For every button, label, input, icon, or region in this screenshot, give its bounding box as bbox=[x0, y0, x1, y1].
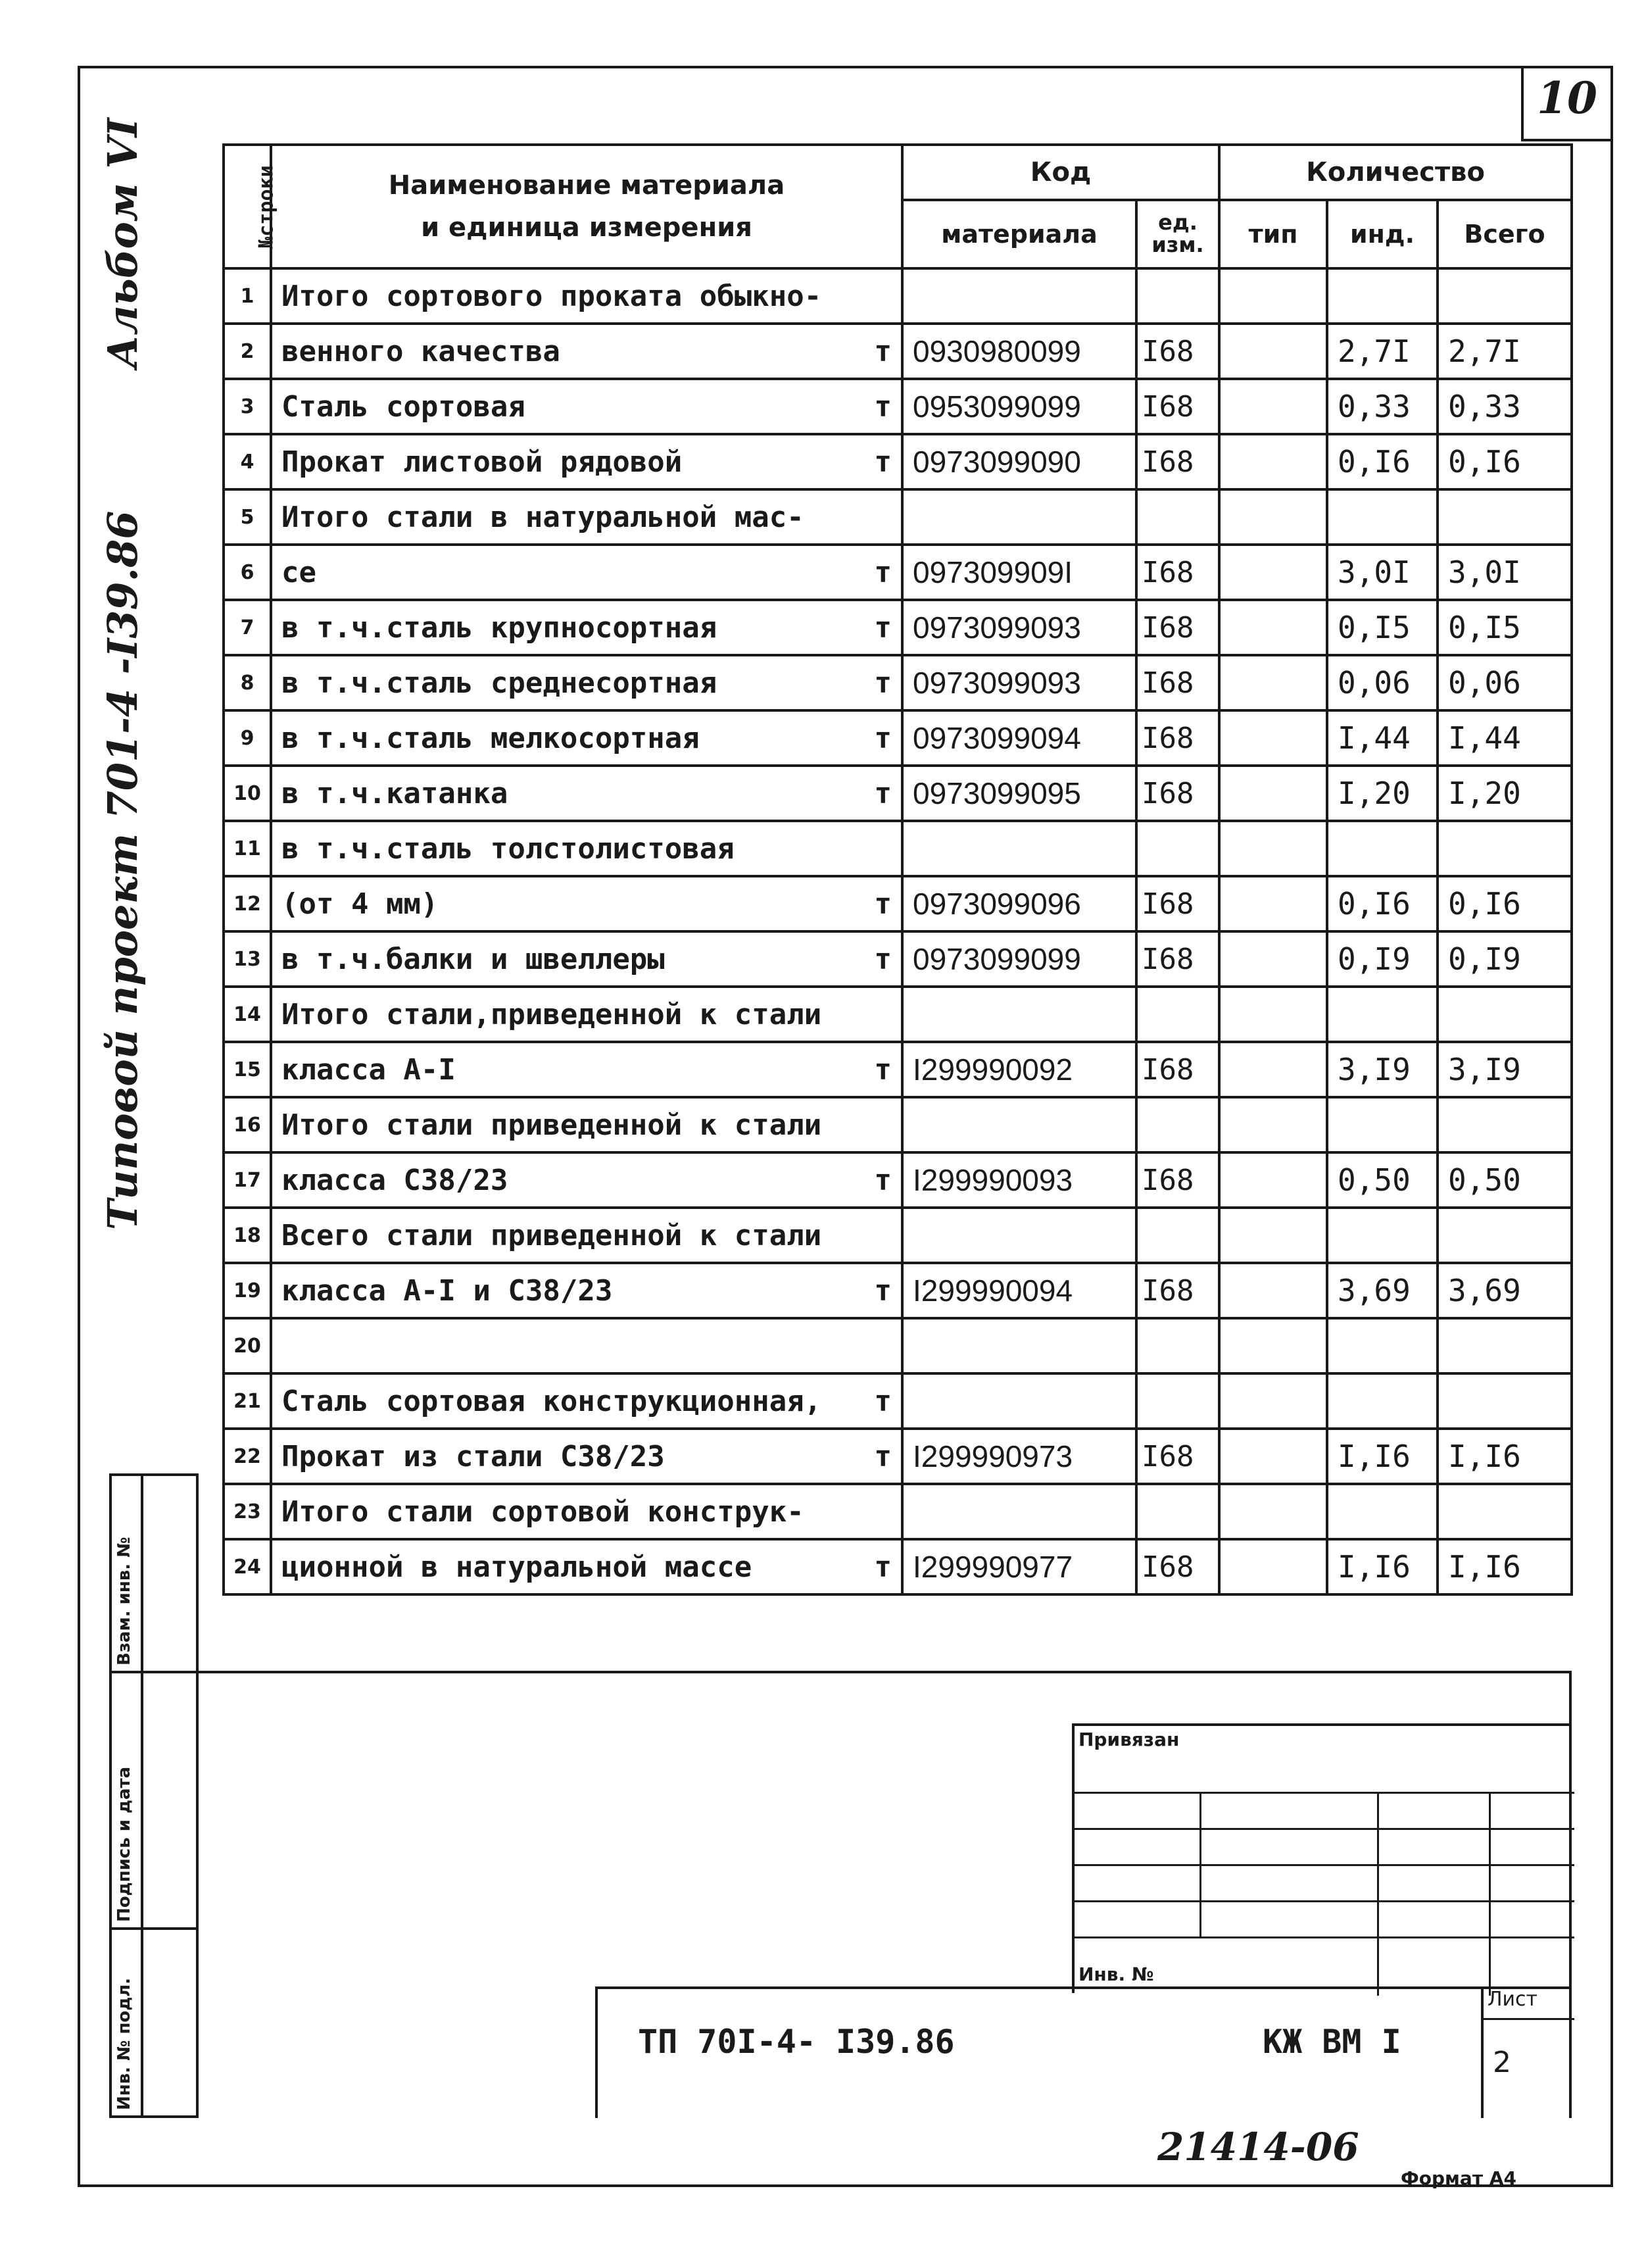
unit-code: I68 bbox=[1136, 1042, 1219, 1097]
material-name-cell bbox=[271, 324, 902, 379]
unit-symbol: т bbox=[874, 1273, 892, 1308]
material-name: класса С38/23 bbox=[281, 1163, 508, 1197]
row-number: 8 bbox=[224, 655, 271, 710]
row-number: 19 bbox=[224, 1263, 271, 1318]
quantity-total: I,I6 bbox=[1438, 1429, 1572, 1484]
quantity-total: 0,I9 bbox=[1438, 931, 1572, 987]
table-row bbox=[224, 600, 1572, 655]
project-label: Типовой проект 701-4 -I39.86 bbox=[99, 510, 147, 1230]
quantity-total: 0,33 bbox=[1438, 379, 1572, 434]
quantity-ind bbox=[1327, 1208, 1438, 1263]
unit-code: I68 bbox=[1136, 545, 1219, 600]
row-number: 20 bbox=[224, 1318, 271, 1373]
row-number: 4 bbox=[224, 434, 271, 489]
unit-code: I68 bbox=[1136, 931, 1219, 987]
quantity-total: 3,69 bbox=[1438, 1263, 1572, 1318]
header-row-number: №строки bbox=[224, 145, 271, 268]
unit-code: I68 bbox=[1136, 766, 1219, 821]
material-name-cell bbox=[271, 1097, 902, 1152]
table-row bbox=[224, 1152, 1572, 1208]
quantity-total bbox=[1438, 1484, 1572, 1539]
quantity-type bbox=[1219, 268, 1327, 324]
quantity-ind: I,44 bbox=[1327, 710, 1438, 766]
binding-strip bbox=[109, 1473, 199, 2118]
material-name: Сталь сортовая bbox=[281, 389, 525, 424]
document-code: ТП 70I-4- I39.86 bbox=[638, 2023, 955, 2061]
quantity-ind: 0,I9 bbox=[1327, 931, 1438, 987]
unit-symbol: т bbox=[874, 942, 892, 976]
unit-code: I68 bbox=[1136, 434, 1219, 489]
unit-code: I68 bbox=[1136, 876, 1219, 931]
quantity-ind: I,20 bbox=[1327, 766, 1438, 821]
material-code: 097309909I bbox=[902, 545, 1136, 600]
material-name-cell bbox=[271, 268, 902, 324]
quantity-type bbox=[1219, 710, 1327, 766]
album-label: Альбом VI bbox=[99, 118, 147, 368]
row-number: 17 bbox=[224, 1152, 271, 1208]
table-row bbox=[224, 324, 1572, 379]
quantity-type bbox=[1219, 600, 1327, 655]
unit-symbol: т bbox=[874, 776, 892, 810]
material-name: Итого стали,приведенной к стали bbox=[281, 997, 822, 1031]
quantity-total bbox=[1438, 987, 1572, 1042]
material-code: 0973099093 bbox=[902, 600, 1136, 655]
unit-code bbox=[1136, 1097, 1219, 1152]
table-row bbox=[224, 1539, 1572, 1594]
quantity-total bbox=[1438, 1373, 1572, 1429]
material-code: I299990092 bbox=[902, 1042, 1136, 1097]
row-number: 15 bbox=[224, 1042, 271, 1097]
quantity-total bbox=[1438, 821, 1572, 876]
material-name-cell bbox=[271, 1152, 902, 1208]
material-name-cell bbox=[271, 1263, 902, 1318]
quantity-total: I,20 bbox=[1438, 766, 1572, 821]
quantity-ind: 0,50 bbox=[1327, 1152, 1438, 1208]
material-name: класса А-I и С38/23 bbox=[281, 1273, 613, 1308]
quantity-type bbox=[1219, 1208, 1327, 1263]
table-row bbox=[224, 379, 1572, 434]
material-code: 0973099099 bbox=[902, 931, 1136, 987]
quantity-type bbox=[1219, 1042, 1327, 1097]
row-number: 18 bbox=[224, 1208, 271, 1263]
unit-symbol: т bbox=[874, 887, 892, 921]
row-number: 24 bbox=[224, 1539, 271, 1594]
unit-code: I68 bbox=[1136, 324, 1219, 379]
quantity-total bbox=[1438, 268, 1572, 324]
table-row bbox=[224, 434, 1572, 489]
table-row bbox=[224, 1208, 1572, 1263]
table-row bbox=[224, 710, 1572, 766]
inventory-number: 21414-06 bbox=[1157, 2125, 1359, 2169]
material-code bbox=[902, 1208, 1136, 1263]
unit-symbol: т bbox=[874, 1384, 892, 1418]
material-name: класса А-I bbox=[281, 1052, 456, 1087]
unit-symbol: т bbox=[874, 610, 892, 645]
unit-symbol: т bbox=[874, 445, 892, 479]
row-number: 14 bbox=[224, 987, 271, 1042]
table-row bbox=[224, 1263, 1572, 1318]
specification-table bbox=[222, 143, 1573, 1596]
table-header-row bbox=[224, 145, 1572, 200]
quantity-ind bbox=[1327, 489, 1438, 545]
material-code: 0973099090 bbox=[902, 434, 1136, 489]
quantity-ind: 3,0I bbox=[1327, 545, 1438, 600]
material-code: 0930980099 bbox=[902, 324, 1136, 379]
row-number: 21 bbox=[224, 1373, 271, 1429]
quantity-total: I,I6 bbox=[1438, 1539, 1572, 1594]
material-name-cell bbox=[271, 545, 902, 600]
quantity-type bbox=[1219, 1429, 1327, 1484]
material-name: Итого сортового проката обыкно- bbox=[281, 279, 822, 313]
quantity-total: 0,I6 bbox=[1438, 876, 1572, 931]
unit-code: I68 bbox=[1136, 1152, 1219, 1208]
table-row bbox=[224, 821, 1572, 876]
table-body bbox=[224, 268, 1572, 1594]
table-row bbox=[224, 1484, 1572, 1539]
quantity-type bbox=[1219, 876, 1327, 931]
quantity-ind: 0,I6 bbox=[1327, 434, 1438, 489]
material-name: в т.ч.сталь толстолистовая bbox=[281, 831, 735, 866]
material-code: 0973099093 bbox=[902, 655, 1136, 710]
unit-symbol: т bbox=[874, 1550, 892, 1584]
row-number: 7 bbox=[224, 600, 271, 655]
quantity-total: I,44 bbox=[1438, 710, 1572, 766]
table-row bbox=[224, 1042, 1572, 1097]
material-code bbox=[902, 489, 1136, 545]
material-code bbox=[902, 1097, 1136, 1152]
row-number: 1 bbox=[224, 268, 271, 324]
quantity-total: 2,7I bbox=[1438, 324, 1572, 379]
quantity-ind: 0,I6 bbox=[1327, 876, 1438, 931]
row-number: 23 bbox=[224, 1484, 271, 1539]
header-quantity: Количество bbox=[1219, 145, 1572, 200]
material-name: Итого стали приведенной к стали bbox=[281, 1108, 822, 1142]
quantity-type bbox=[1219, 434, 1327, 489]
quantity-ind: I,I6 bbox=[1327, 1429, 1438, 1484]
material-name-cell bbox=[271, 766, 902, 821]
material-code bbox=[902, 821, 1136, 876]
header-material: материала bbox=[902, 200, 1136, 268]
quantity-ind bbox=[1327, 1318, 1438, 1373]
quantity-type bbox=[1219, 1539, 1327, 1594]
table-row bbox=[224, 1097, 1572, 1152]
sheet-value: 2 bbox=[1493, 2046, 1511, 2079]
unit-code bbox=[1136, 1484, 1219, 1539]
row-number: 2 bbox=[224, 324, 271, 379]
quantity-type bbox=[1219, 821, 1327, 876]
unit-code bbox=[1136, 268, 1219, 324]
table-row bbox=[224, 545, 1572, 600]
table-row bbox=[224, 489, 1572, 545]
material-name-cell bbox=[271, 1539, 902, 1594]
quantity-type bbox=[1219, 931, 1327, 987]
header-name: Наименование материала и единица измерения bbox=[271, 145, 902, 268]
material-code bbox=[902, 1318, 1136, 1373]
material-name-cell bbox=[271, 655, 902, 710]
quantity-total: 0,I6 bbox=[1438, 434, 1572, 489]
material-name: венного качества bbox=[281, 334, 560, 368]
quantity-ind bbox=[1327, 987, 1438, 1042]
material-name-cell bbox=[271, 1429, 902, 1484]
material-name-cell bbox=[271, 987, 902, 1042]
quantity-total bbox=[1438, 1318, 1572, 1373]
quantity-total bbox=[1438, 489, 1572, 545]
unit-code bbox=[1136, 1208, 1219, 1263]
strip-inv-podl: Инв. № подл. bbox=[114, 1977, 134, 2110]
material-name-cell bbox=[271, 1318, 902, 1373]
material-name: в т.ч.сталь мелкосортная bbox=[281, 721, 700, 755]
header-unit: ед. изм. bbox=[1136, 200, 1219, 268]
material-name: се bbox=[281, 555, 316, 589]
quantity-type bbox=[1219, 1318, 1327, 1373]
page-number: 10 bbox=[1537, 72, 1597, 124]
quantity-type bbox=[1219, 766, 1327, 821]
unit-code: I68 bbox=[1136, 655, 1219, 710]
material-name: Всего стали приведенной к стали bbox=[281, 1218, 822, 1252]
material-name: Итого стали сортовой конструк- bbox=[281, 1494, 804, 1529]
quantity-total: 0,06 bbox=[1438, 655, 1572, 710]
table-row bbox=[224, 655, 1572, 710]
table-row bbox=[224, 1373, 1572, 1429]
row-number: 13 bbox=[224, 931, 271, 987]
table-row bbox=[224, 268, 1572, 324]
unit-code: I68 bbox=[1136, 1539, 1219, 1594]
unit-code: I68 bbox=[1136, 710, 1219, 766]
material-code bbox=[902, 1373, 1136, 1429]
header-type: тип bbox=[1219, 200, 1327, 268]
material-name: Сталь сортовая конструкционная, bbox=[281, 1384, 822, 1418]
material-name-cell bbox=[271, 1208, 902, 1263]
material-code bbox=[902, 268, 1136, 324]
quantity-total: 3,I9 bbox=[1438, 1042, 1572, 1097]
quantity-ind bbox=[1327, 268, 1438, 324]
table-row bbox=[224, 987, 1572, 1042]
format-label: Формат А4 bbox=[1401, 2167, 1516, 2189]
table-row bbox=[224, 876, 1572, 931]
row-number: 10 bbox=[224, 766, 271, 821]
quantity-ind: 2,7I bbox=[1327, 324, 1438, 379]
unit-code: I68 bbox=[1136, 600, 1219, 655]
unit-symbol: т bbox=[874, 1052, 892, 1087]
unit-symbol: т bbox=[874, 1163, 892, 1197]
row-number: 12 bbox=[224, 876, 271, 931]
quantity-total bbox=[1438, 1097, 1572, 1152]
quantity-type bbox=[1219, 379, 1327, 434]
material-code: I299990973 bbox=[902, 1429, 1136, 1484]
material-name: в т.ч.сталь среднесортная bbox=[281, 666, 717, 700]
material-name-cell bbox=[271, 821, 902, 876]
privyazan-label: Привязан bbox=[1078, 1729, 1180, 1750]
material-name: Прокат листовой рядовой bbox=[281, 445, 683, 479]
quantity-type bbox=[1219, 1152, 1327, 1208]
material-name-cell bbox=[271, 931, 902, 987]
unit-symbol: т bbox=[874, 666, 892, 700]
unit-code: I68 bbox=[1136, 1263, 1219, 1318]
inv-no-label: Инв. № bbox=[1078, 1963, 1154, 1985]
row-number: 11 bbox=[224, 821, 271, 876]
material-name-cell bbox=[271, 1484, 902, 1539]
quantity-type bbox=[1219, 655, 1327, 710]
quantity-type bbox=[1219, 1373, 1327, 1429]
material-name-cell bbox=[271, 710, 902, 766]
row-number: 6 bbox=[224, 545, 271, 600]
quantity-ind: 3,I9 bbox=[1327, 1042, 1438, 1097]
table-row bbox=[224, 1318, 1572, 1373]
table-row bbox=[224, 931, 1572, 987]
material-code: I299990093 bbox=[902, 1152, 1136, 1208]
material-name-cell bbox=[271, 434, 902, 489]
material-code: 0973099096 bbox=[902, 876, 1136, 931]
material-name-cell bbox=[271, 489, 902, 545]
quantity-total: 0,I5 bbox=[1438, 600, 1572, 655]
material-name-cell bbox=[271, 1373, 902, 1429]
material-name: в т.ч.балки и швеллеры bbox=[281, 942, 665, 976]
header-total: Всего bbox=[1438, 200, 1572, 268]
material-name: в т.ч.сталь крупносортная bbox=[281, 610, 717, 645]
document-mark: КЖ ВМ I bbox=[1263, 2023, 1401, 2061]
unit-code bbox=[1136, 1318, 1219, 1373]
material-name-cell bbox=[271, 876, 902, 931]
material-code: I299990977 bbox=[902, 1539, 1136, 1594]
material-code: I299990094 bbox=[902, 1263, 1136, 1318]
quantity-ind: 0,33 bbox=[1327, 379, 1438, 434]
strip-podpis: Подпись и дата bbox=[114, 1766, 134, 1922]
unit-symbol: т bbox=[874, 334, 892, 368]
quantity-type bbox=[1219, 1097, 1327, 1152]
sheet-label: Лист bbox=[1488, 1988, 1538, 2011]
quantity-ind bbox=[1327, 1484, 1438, 1539]
material-name-cell bbox=[271, 1042, 902, 1097]
material-name-cell bbox=[271, 600, 902, 655]
quantity-ind bbox=[1327, 1097, 1438, 1152]
unit-code bbox=[1136, 821, 1219, 876]
material-name: ционной в натуральной массе bbox=[281, 1550, 752, 1584]
header-ind: инд. bbox=[1327, 200, 1438, 268]
quantity-type bbox=[1219, 324, 1327, 379]
quantity-ind: 3,69 bbox=[1327, 1263, 1438, 1318]
material-name: Прокат из стали С38/23 bbox=[281, 1439, 665, 1473]
table-row bbox=[224, 1429, 1572, 1484]
quantity-type bbox=[1219, 987, 1327, 1042]
unit-code bbox=[1136, 489, 1219, 545]
unit-symbol: т bbox=[874, 721, 892, 755]
material-name-cell bbox=[271, 379, 902, 434]
unit-code: I68 bbox=[1136, 379, 1219, 434]
unit-code bbox=[1136, 987, 1219, 1042]
row-number: 3 bbox=[224, 379, 271, 434]
material-code bbox=[902, 1484, 1136, 1539]
quantity-total: 3,0I bbox=[1438, 545, 1572, 600]
unit-code: I68 bbox=[1136, 1429, 1219, 1484]
quantity-ind bbox=[1327, 1373, 1438, 1429]
unit-symbol: т bbox=[874, 555, 892, 589]
quantity-ind: 0,I5 bbox=[1327, 600, 1438, 655]
material-code bbox=[902, 987, 1136, 1042]
table-row bbox=[224, 766, 1572, 821]
material-code: 0953099099 bbox=[902, 379, 1136, 434]
quantity-ind: 0,06 bbox=[1327, 655, 1438, 710]
strip-vzam: Взам. инв. № bbox=[114, 1537, 134, 1665]
quantity-total bbox=[1438, 1208, 1572, 1263]
quantity-type bbox=[1219, 1484, 1327, 1539]
header-code: Код bbox=[902, 145, 1219, 200]
material-name: Итого стали в натуральной мас- bbox=[281, 500, 804, 534]
material-name: (от 4 мм) bbox=[281, 887, 439, 921]
row-number: 9 bbox=[224, 710, 271, 766]
material-code: 0973099095 bbox=[902, 766, 1136, 821]
quantity-ind: I,I6 bbox=[1327, 1539, 1438, 1594]
row-number: 5 bbox=[224, 489, 271, 545]
privyazan-block bbox=[1072, 1723, 1572, 1993]
row-number: 22 bbox=[224, 1429, 271, 1484]
quantity-total: 0,50 bbox=[1438, 1152, 1572, 1208]
quantity-type bbox=[1219, 1263, 1327, 1318]
material-name: в т.ч.катанка bbox=[281, 776, 508, 810]
quantity-ind bbox=[1327, 821, 1438, 876]
unit-symbol: т bbox=[874, 389, 892, 424]
quantity-type bbox=[1219, 489, 1327, 545]
material-code: 0973099094 bbox=[902, 710, 1136, 766]
unit-symbol: т bbox=[874, 1439, 892, 1473]
row-number: 16 bbox=[224, 1097, 271, 1152]
quantity-type bbox=[1219, 545, 1327, 600]
unit-code bbox=[1136, 1373, 1219, 1429]
